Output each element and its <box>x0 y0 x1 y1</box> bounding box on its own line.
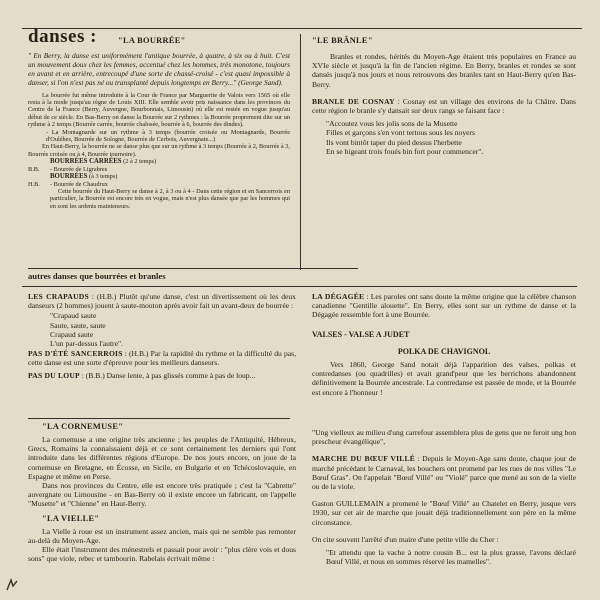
vielle-paragraph: Elle était l'instrument des ménestrels et passait pour avoir : "plus clère vois et dous sons" que viole, rebec et tambourin. Rabelais écrivait même : <box>28 545 296 564</box>
crapauds-entry: LES CRAPAUDS : (H.B.) Plutôt qu'une danse, c'est un divertissement où les deux danseurs (2 hommes) jouent à saute-mouton après avoir fait un avant-deux de bourrée : <box>28 292 296 311</box>
branle-verse: "Accoutez vous les jolis sons de la Musette Filles et garçons s'en vont tertous sous les noyers Ils vont bintôt taper du pied dessus l'herbette En se bigeant trois foués bin fort pour commencer". <box>326 119 484 156</box>
crapauds-verse: "Crapaud saute Saute, saute, saute Crapaud saute L'un par-dessus l'autre". <box>50 311 123 349</box>
cornemuse-paragraph: La cornemuse a une origine très ancienne ; les peuples de l'Antiquité, Hébreux, Grecs, Romains la connaissaient déjà et ce sont certainement les derniers qui l'ont introduite dans les différentes régions d'Europe. De nos jours encore, on joue de la cornemuse en Bretagne, en Écosse, en Sicile, en Bulgarie et en Tchécoslovaquie, en Espagne et même en Perse. <box>28 435 296 481</box>
section-rule <box>28 418 290 419</box>
branle-cosnay: BRANLE DE COSNAY : Cosnay est un village des environs de la Châtre. Dans cette région le branle s'y dansait sur deux rangs se faisant face : <box>312 96 576 116</box>
branle-paragraph: Branles et rondes, hérités du Moyen-Age étaient très populaires en France au XVIe siècle et jusqu'à la fin de l'ancien régime. En Berry, branles et rondes se sont dansés jusqu'à nos jours et nous retrouvons des branles tant en Haut-Berry qu'en Bas-Berry. <box>312 52 576 89</box>
autres-heading: autres danses que bourrées et branles <box>28 271 166 281</box>
bourree-paragraph: La bourrée fut même introduite à la Cour de France par Marguerite de Valois vers 1565 où elle resta à la mode jusqu'au règne de Louis XIII. Elle semble avoir pris naissance dans les provinces du Centre de la France (Berry, Auvergne, Bourbonnais, Limousin) où elle est restée en vogue jusqu'au début de ce siècle. En Bas-Berry on danse la Bourrée sur 2 rythmes : la Bourrée proprement dite sur un rythme à 2 temps (Bourrée carrée, bourrée chalosée, bourrée à 6, bourrée des dindes). <box>28 91 290 129</box>
valses-title: VALSES - VALSE A JUDET <box>312 329 410 339</box>
bourree-quote: " En Berry, la danse est uniformément l'antique bourrée, à quatre, à six ou à huit. C'est un mouvement doux chez les femmes, accentué chez les hommes, très monotone, toujours en avant et en arrière, entrecoupé d'une sorte de chassé-croisé - c'est quasi impossible à danser, si l'on n'est pas né ou transplanté depuis longtemps en Berry..." (George Sand). <box>28 51 290 87</box>
cornemuse-section <box>28 422 296 563</box>
polka-text: Vers 1860, George Sand notait déjà l'apparition des valses, polkas et contredanses (ou quadrilles) et avait grand'peur que les berrichons abandonnent définitivement la Bourrée ancestrale. La contredanse est passée de mode, et la Bourrée est encore à l'honneur ! <box>312 360 576 397</box>
loup-entry: PAS DU LOUP : (B.B.) Danse lente, à pas glissés comme à pas de loup... <box>28 370 256 380</box>
bourree-paragraph: En Haut-Berry, la bourrée ne se danse plus que sur un rythme à 3 temps (Bourrée à 2, Bourrée à 3, Bourrée croisée ou à 4, Bourrée tournoire). <box>28 143 290 158</box>
arrete-quote: "Et attendu que la vache à notre cousin B... est la plus grasse, l'avons déclaré Bœuf Villé, et nous en sommes réservé les mamelles". <box>326 548 576 567</box>
bourree-heading: "LA BOURRÉE" <box>118 36 186 45</box>
right-bottom-section <box>312 428 576 566</box>
bourree-section <box>28 52 290 210</box>
polka-title: POLKA DE CHAVIGNOL <box>397 346 491 356</box>
section-rule <box>28 268 358 269</box>
bourree-paragraph: Cette bourrée du Haut-Berry se danse à 2, à 3 ou à 4 - Dans cette région et en Sancerrois en particulier, la Bourrée est encore très en vogue, mais n'est plus dansée que par les hommes qui en sont les ardents mainteneurs. <box>50 187 290 210</box>
sancerrois-entry: PAS D'ÉTÉ SANCERROIS : (H.B.) Par la rapidité du rythme et la difficulté du pas, cette danse est une sorte d'épreuve pour les meilleurs danseurs. <box>28 349 296 368</box>
autres-right <box>312 292 576 397</box>
vielle-heading: "LA VIELLE" <box>42 513 100 523</box>
vielleux-quote: "Ung vielleux au milieu d'ung carrefour assemblera plus de gens que ne feroit ung bon prescheur évangélique", <box>312 428 576 447</box>
branle-section <box>312 52 576 156</box>
top-rule <box>22 28 582 29</box>
autres-left <box>28 292 296 380</box>
bourree-list-item: BOURRÉES CARRÉES (2 à 2 temps) <box>50 158 157 166</box>
section-rule <box>22 286 577 287</box>
bourree-list-item: BOURRÉES (à 3 temps) <box>50 173 118 181</box>
branle-heading: "LE BRÂNLE" <box>312 36 373 45</box>
degagee-entry: LA DÉGAGÉE : Les paroles ont sans doute la même origine que la célèbre chanson canadienne "Gentille alouette". En Berry, elles sont sur un rythme de danse et la Dégagée ressemble fort à une Bourrée. <box>312 292 576 320</box>
bourree-list-item: H.B. - Bourrée de Chaudrux <box>28 180 108 188</box>
cornemuse-heading: "LA CORNEMUSE" <box>42 422 124 431</box>
marche-entry: MARCHE DU BŒUF VILLÉ : Depuis le Moyen-Age sans doute, chaque jour de marché précédant le Carnaval, les bouchers ont promené par les rues de nos villes "Le Bœuf Gras". On l'appelait "Bœuf Villé" ou "Violé" parce que mené au son de la vielle ou de la viole. <box>312 454 576 492</box>
vielle-paragraph: La Vielle à roue est un instrument assez ancien, mais qui ne semble pas remonter au-delà du Moyen-Age. <box>28 526 296 545</box>
column-divider <box>300 34 301 270</box>
gaston-paragraph: Gaston GUILLEMAIN a promené le "Bœuf Villé" au Chatelet en Berry, jusque vers 1930, sur cet air de marche que jouait déjà traditionnellement son père en la même circonstance. <box>312 499 576 527</box>
page-title: danses : <box>28 26 97 47</box>
cornemuse-paragraph: Dans nos provinces du Centre, elle est encore très pratiquée ; c'est la "Cabrette" auvergnate ou Limousine - en Bas-Berry où il existe encore un fabricant, on l'appelle "Musette" et "Chienne" en Haut-Berry. <box>28 481 296 509</box>
decorative-mark <box>6 578 18 592</box>
bourree-list-item: B.B. - Bourrée de Ligrabres <box>28 165 108 173</box>
cite-paragraph: On cite souvent l'arrêté d'un maire d'une petite ville du Cher : <box>312 534 499 544</box>
bourree-paragraph: - La Montagnarde sur un rythme à 3 temps (bourrée croisée ou Montagnarde, Bourrée d'Ouléhes, Bourrée de Sologne, Bourrée de Cerbois, Auvergnate...) <box>46 128 290 144</box>
